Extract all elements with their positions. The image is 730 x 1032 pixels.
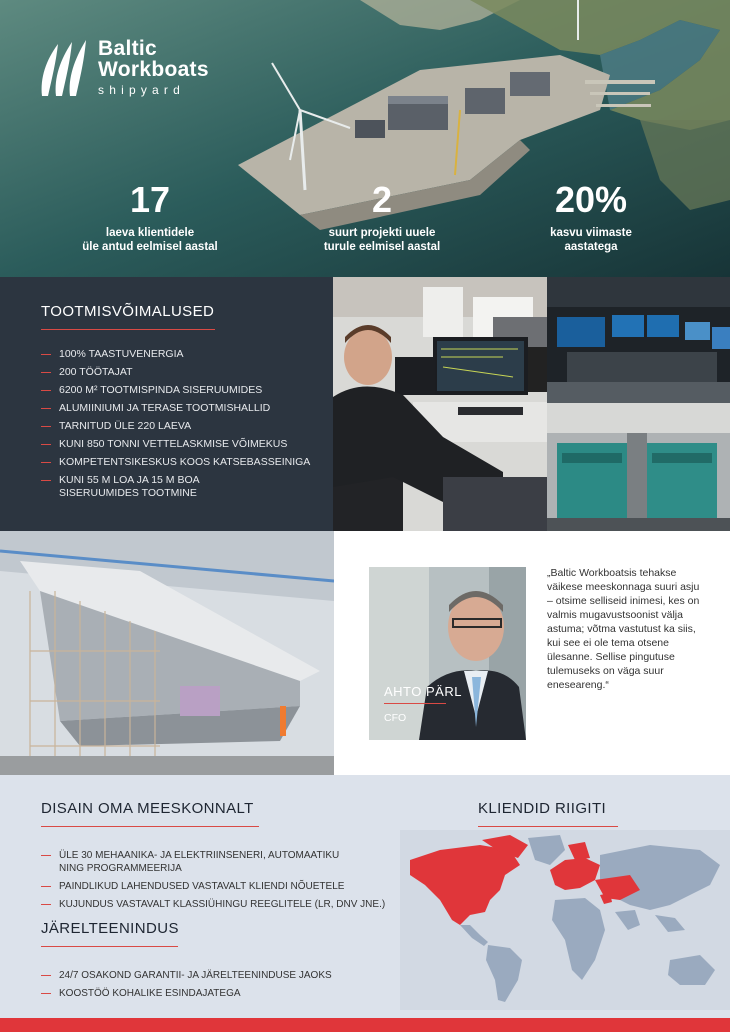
list-item: ÜLE 30 MEHAANIKA- JA ELEKTRIINSENERI, AUTOMAATIKU NING PROGRAMMEERIJA [41, 849, 401, 875]
list-item: 100% TAASTUVENERGIA [41, 348, 333, 361]
hero-banner [0, 0, 730, 277]
production-list [41, 348, 333, 500]
list-item: 6200 M² TOOTMISPINDA SISERUUMIDES [41, 384, 333, 397]
engineer-photo [333, 277, 547, 531]
production-title: TOOTMISVÕIMALUSED [41, 303, 215, 320]
stat-number: 17 [129, 179, 171, 220]
company-logo [38, 38, 209, 100]
cfo-quote: „Baltic Workboatsis tehakse väikese meeskonnaga suuri asju – otsime selliseid inimesi, kes on valmis mugavustsoonist välja astuma; võtma vastutust ka siis, kui see ei ole tema otsene ülesanne. Sellise pingutuse tulemuseks on väga suur enesearеng.“ [547, 567, 700, 691]
world-map-graphic [400, 830, 730, 1010]
design-section [41, 800, 401, 916]
design-list [41, 849, 401, 911]
stat-delivered [50, 178, 250, 254]
stat-label: laeva klientidele üle antud eelmisel aastal [82, 227, 218, 253]
footer-accent-bar [0, 1018, 730, 1032]
brand-line-3: shipyard [98, 83, 185, 97]
title-underline [41, 826, 259, 827]
list-item: ALUMIINIUMI JA TERASE TOOTMISHALLID [41, 402, 333, 415]
list-item: KUJUNDUS VASTAVALT KLASSIÜHINGU REEGLITELE (LR, DNV JNE.) [41, 898, 401, 911]
aftersales-list [41, 969, 401, 1000]
bridge-console-photo [547, 277, 730, 403]
brand-line-1: Baltic [98, 37, 157, 60]
list-item: TARNITUD ÜLE 220 LAEVA [41, 420, 333, 433]
aftersales-section [41, 920, 401, 1005]
stat-growth [491, 178, 691, 254]
hull-construction-photo [0, 531, 334, 775]
list-item: KOOSTÖÖ KOHALIKE ESINDAJATEGA [41, 987, 401, 1000]
engine-room-photo [547, 403, 730, 531]
stat-label: kasvu viimaste aastatega [550, 227, 632, 253]
clients-title: KLIENDID RIIGITI [478, 800, 607, 817]
brand-line-2: Workboats [98, 58, 209, 81]
stat-projects [282, 178, 482, 254]
list-item: PAINDLIKUD LAHENDUSED VASTAVALT KLIENDI NÕUETELE [41, 880, 401, 893]
design-title: DISAIN OMA MEESKONNALT [41, 800, 254, 817]
stat-number: 20% [554, 179, 628, 220]
production-capabilities-panel [0, 277, 333, 531]
sails-logo-icon [38, 38, 92, 100]
list-item: 24/7 OSAKOND GARANTII- JA JÄRELTEENINDUSE JAOKS [41, 969, 401, 982]
cfo-role: CFO [384, 712, 407, 724]
stat-label: suurt projekti uuele turule eelmisel aastal [323, 227, 441, 253]
title-underline [41, 946, 178, 947]
title-underline [41, 329, 215, 330]
cfo-name: AHTO PÄRL [384, 684, 462, 699]
list-item: KUNI 55 M LOA JA 15 M BOA SISERUUMIDES TOOTMINE [41, 474, 333, 500]
aftersales-title: JÄRELTEENINDUS [41, 920, 179, 937]
cfo-name-underline [384, 703, 446, 704]
list-item: 200 TÖÖTAJAT [41, 366, 333, 379]
title-underline [478, 826, 618, 827]
stat-number: 2 [371, 179, 393, 220]
list-item: KUNI 850 TONNI VETTELASKMISE VÕIMEKUS [41, 438, 333, 451]
list-item: KOMPETENTSIKESKUS KOOS KATSEBASSEINIGA [41, 456, 333, 469]
world-map [400, 830, 730, 1015]
